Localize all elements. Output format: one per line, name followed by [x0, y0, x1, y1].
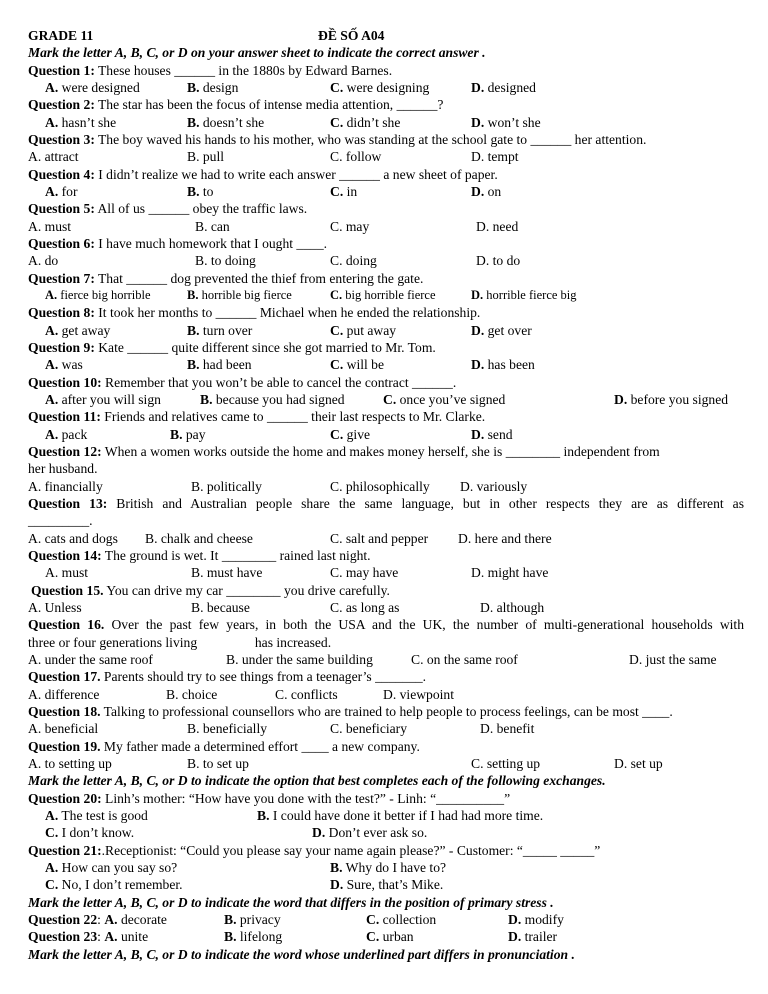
option-a[interactable]: unite [120, 929, 149, 944]
instruction-1: Mark the letter A, B, C, or D on your answer sheet to indicate the correct answer . [28, 45, 486, 60]
option-a[interactable]: A. do [28, 253, 59, 268]
option-c[interactable]: C. in [330, 184, 358, 199]
option-d[interactable]: D. won’t she [471, 115, 541, 130]
question-text: Parents should try to see things from a teenager’s _______. [100, 669, 427, 684]
option-b[interactable]: B. design [187, 80, 239, 95]
question-3 [28, 131, 646, 148]
option-d[interactable]: D. although [480, 600, 545, 615]
option-a[interactable]: A. were designed [45, 80, 140, 95]
options-q21-row1 [28, 859, 744, 876]
question-text: Talking to professional counsellors who are trained to help people to process feelings, can be most ____. [100, 704, 673, 719]
question-text: It took her months to ______ Michael when he ended the relationship. [94, 305, 481, 320]
option-d[interactable]: D. viewpoint [383, 687, 454, 702]
question-16-cont: three or four generations living has increased. [28, 635, 332, 650]
option-c[interactable]: C. give [330, 427, 371, 442]
question-12 [28, 443, 660, 460]
option-b[interactable]: B. choice [166, 687, 218, 702]
question-17 [28, 668, 426, 685]
question-label: Question 6: [28, 236, 95, 251]
question-text: The ground is wet. It ________ rained last night. [101, 548, 371, 563]
question-text: Linh’s mother: “How have you done with the test?” - Linh: “__________” [101, 791, 511, 806]
option-b[interactable]: B. I could have done it better if I had had more time. [257, 808, 544, 823]
question-16 [28, 616, 744, 633]
question-label: Question 10: [28, 375, 102, 390]
options-q5 [28, 218, 744, 235]
question-14 [28, 547, 371, 564]
instruction-2: Mark the letter A, B, C, or D to indicate the option that best completes each of the following exchanges. [28, 773, 606, 788]
question-label: Question 17. [28, 669, 101, 684]
option-a[interactable]: A. pack [45, 427, 88, 442]
option-c[interactable]: C. will be [330, 357, 385, 372]
question-text: All of us ______ obey the traffic laws. [94, 201, 308, 216]
option-d[interactable]: D. Sure, that’s Mike. [330, 877, 444, 892]
option-c[interactable]: C. were designing [330, 80, 430, 95]
option-b[interactable]: B. to set up [187, 756, 249, 771]
question-text: These houses ______ in the 1880s by Edward Barnes. [94, 63, 393, 78]
options-q18 [28, 720, 744, 737]
option-d[interactable]: D. variously [460, 479, 528, 494]
option-c[interactable]: C. beneficiary [330, 721, 407, 736]
options-q3 [28, 148, 744, 165]
option-a[interactable]: A. under the same roof [28, 652, 153, 667]
question-label: Question 20: [28, 791, 102, 806]
option-b[interactable]: B. turn over [187, 323, 253, 338]
question-22 [28, 911, 744, 928]
options-q8 [28, 322, 744, 339]
option-b[interactable]: B. had been [187, 357, 252, 372]
options-q6 [28, 252, 744, 269]
option-d[interactable]: D. get over [471, 323, 532, 338]
question-label: Question 3: [28, 132, 95, 147]
option-c[interactable]: C. didn’t she [330, 115, 401, 130]
options-q17 [28, 686, 744, 703]
option-c[interactable]: C. may [330, 219, 370, 234]
options-q4 [28, 183, 744, 200]
question-9 [28, 339, 436, 356]
question-label: Question 15. [31, 583, 104, 598]
question-13 [28, 495, 744, 512]
option-a[interactable]: A. to setting up [28, 756, 112, 771]
question-label: Question 8: [28, 305, 95, 320]
option-c[interactable]: C. big horrible fierce [330, 288, 436, 302]
option-c[interactable]: C. philosophically [330, 479, 430, 494]
option-d[interactable]: D. trailer [508, 929, 558, 944]
option-b[interactable]: B. lifelong [224, 929, 283, 944]
question-text: Friends and relatives came to ______ their last respects to Mr. Clarke. [100, 409, 486, 424]
option-c[interactable]: C. once you’ve signed [383, 392, 506, 407]
question-18 [28, 703, 673, 720]
option-d[interactable]: D. benefit [480, 721, 535, 736]
option-d[interactable]: D. modify [508, 912, 564, 927]
option-a[interactable]: A. The test is good [45, 808, 148, 823]
option-a[interactable]: A. How can you say so? [45, 860, 178, 875]
option-c[interactable]: C. conflicts [275, 687, 338, 702]
option-a[interactable]: A. hasn’t she [45, 115, 117, 130]
question-11 [28, 408, 485, 425]
option-b[interactable]: B. because [191, 600, 250, 615]
option-b[interactable]: B. pay [170, 427, 206, 442]
option-d[interactable]: D. designed [471, 80, 536, 95]
option-d[interactable]: D. set up [614, 756, 663, 771]
option-b[interactable]: B. pull [187, 149, 225, 164]
question-label: Question 21: [28, 843, 102, 858]
question-text: The star has been the focus of intense media attention, ______? [94, 97, 444, 112]
question-text: You can drive my car ________ you drive carefully. [103, 583, 390, 598]
question-label: Question 5: [28, 201, 95, 216]
question-label: Question 4: [28, 167, 95, 182]
question-15 [31, 582, 390, 599]
option-d[interactable]: D. might have [471, 565, 549, 580]
option-a[interactable]: decorate [120, 912, 167, 927]
option-b[interactable]: B. Why do I have to? [330, 860, 447, 875]
question-text: The boy waved his hands to his mother, who was standing at the school gate to ______ her attention. [94, 132, 647, 147]
option-a[interactable]: A. beneficial [28, 721, 99, 736]
question-5 [28, 200, 307, 217]
question-label: Question 18. [28, 704, 101, 719]
option-a[interactable]: A. after you will sign [45, 392, 161, 407]
options-q20-row1 [28, 807, 744, 824]
option-a[interactable]: A. cats and dogs [28, 531, 118, 546]
option-c[interactable]: C. put away [330, 323, 397, 338]
question-10 [28, 374, 456, 391]
question-label: Question 11: [28, 409, 101, 424]
options-q19 [28, 755, 744, 772]
option-d[interactable]: D. need [476, 219, 519, 234]
question-text: I didn’t realize we had to write each answer ______ a new sheet of paper. [94, 167, 498, 182]
question-text: British and Australian people share the same language, but in other respects they are as different as [107, 496, 744, 511]
option-a[interactable]: A. must [28, 219, 72, 234]
options-q12 [28, 478, 744, 495]
question-text: That ______ dog prevented the thief from entering the gate. [94, 271, 424, 286]
question-text: Remember that you won’t be able to cancel the contract ______. [101, 375, 457, 390]
option-a[interactable]: A. fierce big horrible [45, 288, 151, 302]
question-label: Question 22: A. decorate [28, 912, 167, 927]
exam-code: ĐỀ SỐ A04 [318, 28, 385, 43]
options-q14 [28, 564, 744, 581]
option-a[interactable]: A. was [45, 357, 83, 372]
options-q13 [28, 530, 744, 547]
option-d[interactable]: D. Don’t ever ask so. [312, 825, 428, 840]
option-c[interactable]: C. salt and pepper [330, 531, 429, 546]
options-q20-row2 [28, 824, 744, 841]
options-q9 [28, 356, 744, 373]
option-b[interactable]: B. can [195, 219, 230, 234]
options-q7 [28, 287, 744, 304]
options-q11 [28, 426, 744, 443]
option-b[interactable]: B. horrible big fierce [187, 288, 292, 302]
question-2 [28, 96, 443, 113]
option-d[interactable]: D. send [471, 427, 513, 442]
option-b[interactable]: B. chalk and cheese [145, 531, 253, 546]
option-b[interactable]: B. doesn’t she [187, 115, 265, 130]
options-q2 [28, 114, 744, 131]
question-21 [28, 842, 600, 859]
question-label: Question 7: [28, 271, 95, 286]
question-label: Question 12: [28, 444, 102, 459]
question-7 [28, 270, 423, 287]
option-a[interactable]: A. for [45, 184, 78, 199]
option-a[interactable]: A. must [45, 565, 89, 580]
option-c[interactable]: C. collection [366, 912, 437, 927]
option-d[interactable]: D. horrible fierce big [471, 288, 577, 302]
question-label: Question 2: [28, 97, 95, 112]
question-label: Question 23: A. unite [28, 929, 149, 944]
question-8 [28, 304, 480, 321]
options-q15 [28, 599, 744, 616]
option-b[interactable]: B. privacy [224, 912, 281, 927]
option-a[interactable]: A. Unless [28, 600, 82, 615]
question-label: Question 19. [28, 739, 101, 754]
option-d[interactable]: D. just the same [629, 652, 717, 667]
option-d[interactable]: D. has been [471, 357, 535, 372]
question-text: .Receptionist: “Could you please say your name again please?” - Customer: “_____ _____” [101, 843, 601, 858]
option-b[interactable]: B. because you had signed [200, 392, 345, 407]
question-13-cont: _________. [28, 513, 93, 528]
question-label: Question 1: [28, 63, 95, 78]
question-20 [28, 790, 510, 807]
option-b[interactable]: B. under the same building [226, 652, 373, 667]
question-23 [28, 928, 744, 945]
instruction-4: Mark the letter A, B, C, or D to indicate the word whose underlined part differs in pronunciation . [28, 947, 575, 962]
option-b[interactable]: B. politically [191, 479, 262, 494]
option-c[interactable]: C. No, I don’t remember. [45, 877, 183, 892]
option-a[interactable]: A. financially [28, 479, 103, 494]
option-b[interactable]: B. must have [191, 565, 263, 580]
options-q10 [28, 391, 744, 408]
option-b[interactable]: B. beneficially [187, 721, 268, 736]
question-label: Question 13: [28, 496, 108, 511]
question-4 [28, 166, 498, 183]
options-q16 [28, 651, 744, 668]
question-12-cont: her husband. [28, 461, 98, 476]
option-d[interactable]: D. tempt [471, 149, 519, 164]
question-label: Question 14: [28, 548, 102, 563]
option-b[interactable]: B. to doing [195, 253, 256, 268]
question-text: When a women works outside the home and makes money herself, she is ________ independent from [101, 444, 660, 459]
option-c[interactable]: C. as long as [330, 600, 400, 615]
option-c[interactable]: C. may have [330, 565, 399, 580]
option-c[interactable]: C. doing [330, 253, 377, 268]
option-c[interactable]: C. setting up [471, 756, 541, 771]
option-d[interactable]: D. on [471, 184, 502, 199]
question-label: Question 16. [28, 617, 105, 632]
option-d[interactable]: D. here and there [458, 531, 552, 546]
option-d[interactable]: D. before you signed [614, 392, 729, 407]
options-q1 [28, 79, 744, 96]
question-6 [28, 235, 327, 252]
question-label: Question 9: [28, 340, 95, 355]
option-d[interactable]: D. to do [476, 253, 521, 268]
question-19 [28, 738, 420, 755]
option-c[interactable]: C. urban [366, 929, 414, 944]
instruction-3: Mark the letter A, B, C, or D to indicate the word that differs in the position of primary stress . [28, 895, 554, 910]
question-text: My father made a determined effort ____ a new company. [100, 739, 420, 754]
option-a[interactable]: A. difference [28, 687, 100, 702]
question-1 [28, 62, 392, 79]
options-q21-row2 [28, 876, 744, 893]
option-c[interactable]: C. I don’t know. [45, 825, 135, 840]
question-text: I have much homework that I ought ____. [94, 236, 328, 251]
option-a[interactable]: A. get away [45, 323, 111, 338]
option-a[interactable]: A. attract [28, 149, 79, 164]
question-text: Kate ______ quite different since she got married to Mr. Tom. [94, 340, 436, 355]
grade-label: GRADE 11 [28, 28, 94, 43]
option-c[interactable]: C. on the same roof [411, 652, 518, 667]
question-text: Over the past few years, in both the USA and the UK, the number of multi-generational households with [104, 617, 744, 632]
option-b[interactable]: B. to [187, 184, 214, 199]
option-c[interactable]: C. follow [330, 149, 382, 164]
